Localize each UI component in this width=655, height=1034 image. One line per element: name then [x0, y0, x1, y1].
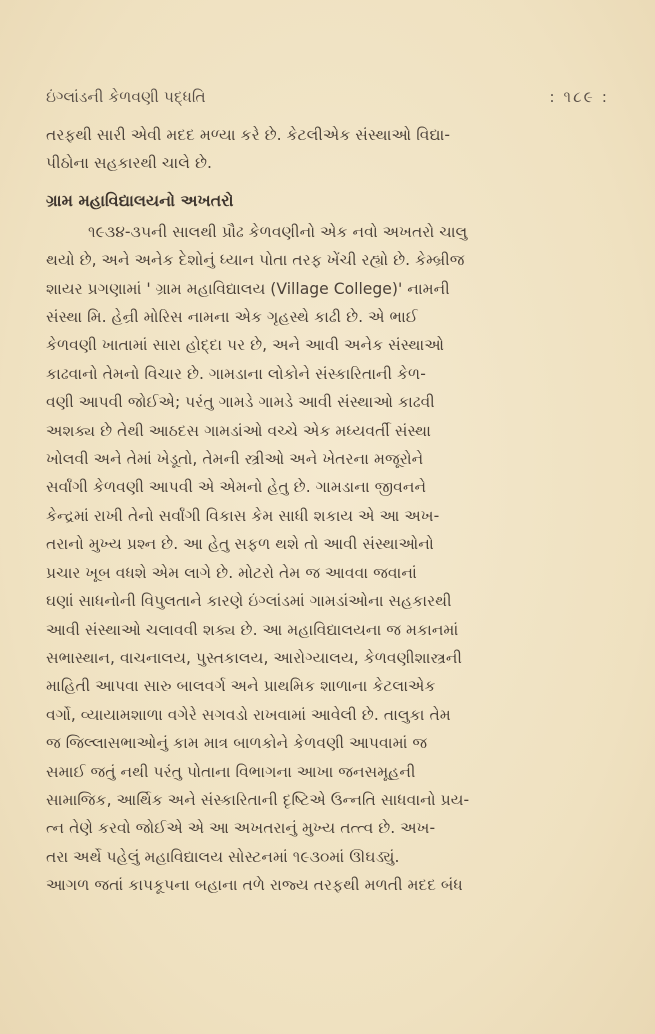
- intro-paragraph: [46, 121, 615, 178]
- section-heading: ગ્રામ મહાવિદ્યાલયનો અખતરો: [46, 190, 234, 210]
- body-paragraph: [46, 218, 615, 900]
- text-line: થયો છે, અને અનેક દેશોનું ધ્યાન પોતા તરફ ખેંચી રહ્યો છે. કેમ્બ્રીજ: [46, 251, 465, 270]
- text-line: ૧૯૩૪-૩૫ની સાલથી પ્રૌઢ કેળવણીનો એક નવો અખતરો ચાલુ: [88, 222, 468, 241]
- text-line: આગળ જતાં કાપકૂપના બહાના તળે રાજ્ય તરફથી મળતી મદદ બંધ: [46, 876, 463, 895]
- text-line: તરા અર્થે પહેલું મહાવિદ્યાલય સોસ્ટનમાં ૧૯૩૦માં ઊઘડ્યું.: [46, 847, 400, 866]
- text-line: માહિતી આપવા સારુ બાલવર્ગ અને પ્રાથમિક શાળાના કેટલાએક: [46, 677, 436, 696]
- text-line: કેન્દ્રમાં રાખી તેનો સર્વાંગી વિકાસ કેમ સાધી શકાય એ આ અખ-: [46, 506, 440, 525]
- text-line: શાયર પ્રગણામાં ' ગ્રામ મહાવિદ્યાલય (Village College)' નામની: [46, 279, 450, 298]
- text-line: કેળવણી ખાતામાં સારા હોદ્દા પર છે, અને આવી અનેક સંસ્થાઓ: [46, 336, 445, 355]
- running-head: [46, 88, 615, 107]
- text-line: કાઢવાનો તેમનો વિચાર છે. ગામડાના લોકોને સંસ્કારિતાની કેળ-: [46, 364, 426, 383]
- text-line: આવી સંસ્થાઓ ચલાવવી શક્ય છે. આ મહાવિદ્યાલયના જ મકાનમાં: [46, 620, 459, 639]
- text-line: સભાસ્થાન, વાચનાલય, પુસ્તકાલય, આરોગ્યાલય, કેળવણીશાસ્ત્રની: [46, 648, 462, 667]
- text-line: સમાઈ જતું નથી પરંતુ પોતાના વિભાગના આખા જનસમૂહની: [46, 762, 416, 781]
- text-line: ખોલવી અને તેમાં ખેડૂતો, તેમની સ્ત્રીઓ અને ખેતરના મજૂરોને: [46, 450, 424, 469]
- text-line: વણી આપવી જોઈએ; પરંતુ ગામડે ગામડે આવી સંસ્થાઓ કાઢવી: [46, 393, 435, 412]
- text-line: સંસ્થા મિ. હેન્રી મોરિસ નામના એક ગૃહસ્થે કાઢી છે. એ ભાઈ: [46, 308, 418, 327]
- text-line: ત્ન તેણે કરવો જોઈએ એ આ અખતરાનું મુખ્ય તત્ત્વ છે. અખ-: [46, 819, 436, 838]
- text-line: જ જિલ્લાસભાઓનું કામ માત્ર બાળકોને કેળવણી આપવામાં જ: [46, 734, 428, 753]
- page-number: : ૧૮૯ :: [549, 88, 609, 106]
- text-line: વર્ગો, વ્યાયામશાળા વગેરે સગવડો રાખવામાં આવેલી છે. તાલુકા તેમ: [46, 705, 451, 724]
- text-line: ઘણાં સાધનોની વિપુલતાને કારણે ઇંગ્લાંડમાં ગામડાંઓના સહકારથી: [46, 592, 452, 611]
- text-line: સર્વાંગી કેળવણી આપવી એ એમનો હેતુ છે. ગામડાના જીવનને: [46, 478, 427, 497]
- text-line: સામાજિક, આર્થિક અને સંસ્કારિતાની દૃષ્ટિએ ઉન્નતિ સાધવાનો પ્રય-: [46, 790, 470, 809]
- text-line: તરાનો મુખ્ય પ્રશ્ન છે. આ હેતુ સફળ થશે તો આવી સંસ્થાઓનો: [46, 535, 434, 554]
- text-line: તરફથી સારી એવી મદદ મળ્યા કરે છે. કેટલીએક સંસ્થાઓ વિદ્યા-: [46, 126, 450, 144]
- text-line: પ્રચાર ખૂબ વધશે એમ લાગે છે. મોટરો તેમ જ આવવા જવાનાં: [46, 563, 417, 582]
- text-line: પીઠોના સહકારથી ચાલે છે.: [46, 154, 212, 173]
- running-head-title: ઇંગ્લાંડની કેળવણી પદ્ધતિ: [46, 88, 206, 106]
- text-line: અશક્ય છે તેથી આઠદસ ગામડાંઓ વચ્ચે એક મધ્યવર્તી સંસ્થા: [46, 421, 431, 440]
